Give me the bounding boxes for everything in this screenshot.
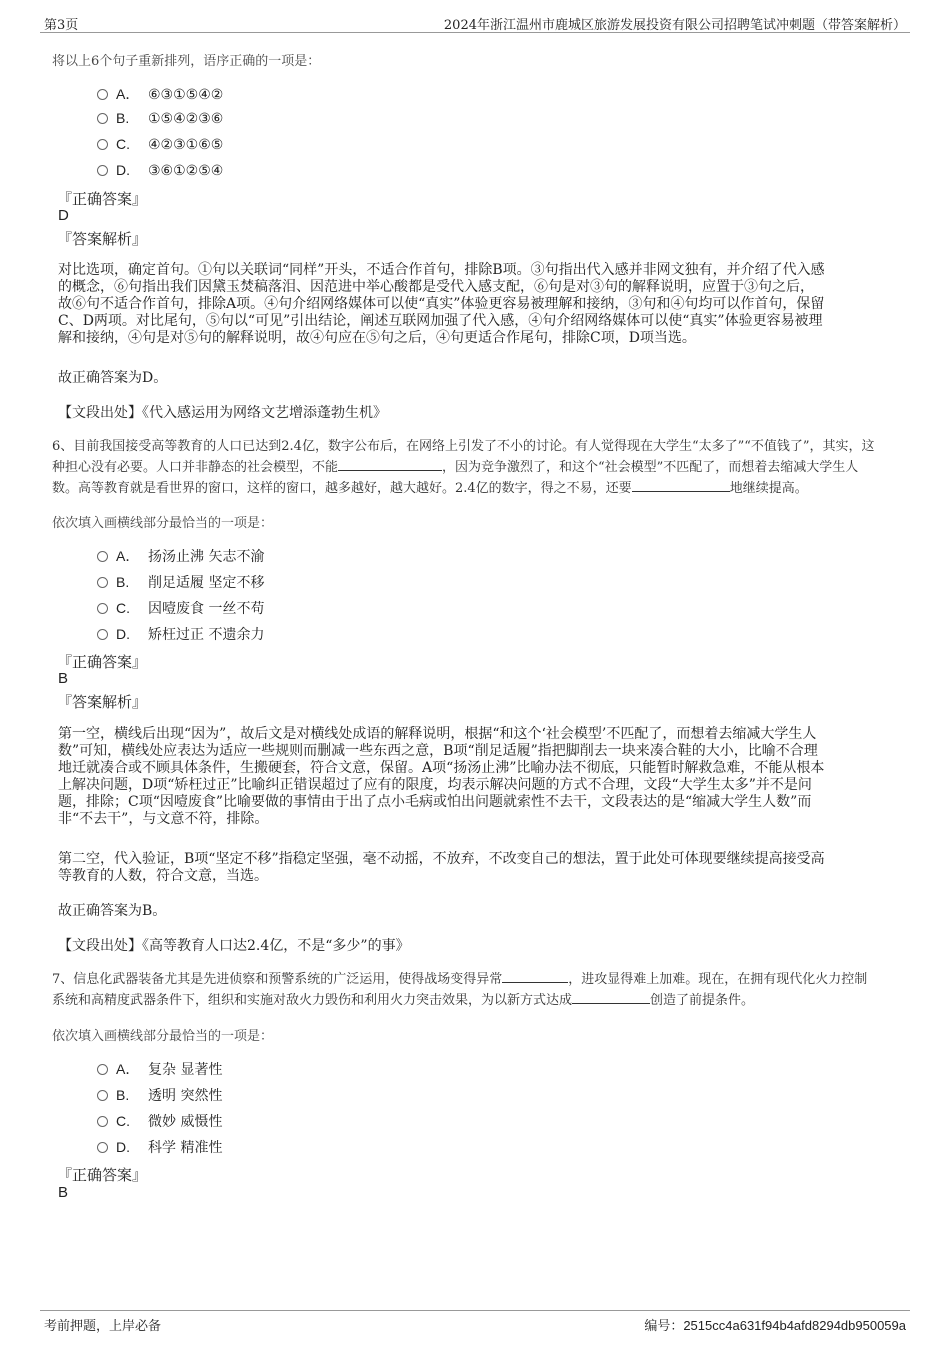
q5-option-d[interactable]: D. ③⑥①②⑤④	[97, 162, 223, 184]
radio-icon[interactable]	[97, 1090, 108, 1101]
page-header	[40, 12, 910, 33]
document-title: 2024年浙江温州市鹿城区旅游发展投资有限公司招聘笔试冲刺题（带答案解析）	[443, 18, 906, 33]
radio-icon[interactable]	[97, 165, 108, 176]
q6-option-a[interactable]: A． 扬汤止沸 矢志不渝	[97, 546, 264, 568]
q6-source: 【文段出处】《高等教育人口达2.4亿，不是“多少”的事》	[58, 938, 410, 954]
q6-conclusion: 故正确答案为B。	[58, 903, 167, 919]
q7-answer-label: 『正确答案』	[57, 1166, 148, 1184]
fill-blank	[502, 970, 568, 983]
q6-analysis-part2: 第二空，代入验证，B项“坚定不移”指稳定坚强，毫不动摇，不放弃，不改变自己的想法，置于此处可体现要继续提高接受高 等教育的人数，符合文意，当选。	[58, 851, 825, 884]
page-footer	[40, 1310, 910, 1335]
q6-stem: 6、目前我国接受高等教育的人口已达到2.4亿，数字公布后，在网络上引发了不小的讨论。有人觉得现在大学生“太多了”“不值钱了”，其实，这 种担心没有必要。人口并非静态的社会模型，不能 ，因为竞争激烈了，和这个“社会模型”不匹配了，而想着去缩减大学生人 数。高等教育就是看世界的窗口，这样的窗口，越多越好，越大越好。2.4亿的数字，得之不易，还要 地继续提高。	[52, 439, 875, 496]
radio-icon[interactable]	[97, 113, 108, 124]
q7-option-a[interactable]: A． 复杂 显著性	[97, 1059, 222, 1081]
q6-option-c[interactable]: C. 因噎废食 一丝不苟	[97, 598, 264, 620]
q5-option-b[interactable]: B. ①⑤④②③⑥	[97, 110, 223, 132]
page-number: 第3页	[44, 18, 79, 33]
radio-icon[interactable]	[97, 603, 108, 614]
fill-blank	[632, 479, 730, 492]
q6-answer: B	[58, 670, 69, 687]
fill-blank	[572, 991, 650, 1004]
q5-option-a[interactable]: A． ⑥③①⑤④②	[97, 84, 223, 106]
q5-analysis-label: 『答案解析』	[57, 230, 148, 248]
radio-icon[interactable]	[97, 1116, 108, 1127]
q6-option-d[interactable]: D. 矫枉过正 不遗余力	[97, 624, 264, 646]
footer-slogan: 考前押题，上岸必备	[44, 1319, 162, 1334]
q7-stem: 7、信息化武器装备尤其是先进侦察和预警系统的广泛运用，使得战场变得异常 ，进攻显得难上加难。现在，在拥有现代化火力控制 系统和高精度武器条件下，组织和实施对敌火力毁伤和利用火力突击效果，为以新方式达成 创造了前提条件。	[52, 972, 868, 1008]
radio-icon[interactable]	[97, 1142, 108, 1153]
radio-icon[interactable]	[97, 139, 108, 150]
q6-analysis-part1: 第一空，横线后出现“因为”，故后文是对横线处成语的解释说明，根据“和这个‘社会模型’不匹配了，而想着去缩减大学生人 数”可知，横线处应表达为适应一些规则而删减一些东西之意，B项“削足适履”指把脚削去一块来凑合鞋的大小，比喻不合理 地迁就凑合或不顾具体条件，生搬硬套，符合文意，保留。A项“扬汤止沸”比喻办法不彻底，只能暂时解救急难，不能从根本 上解决问题，D项“矫枉过正”比喻纠正错误超过了应有的限度，均表示解决问题的方式不合理，文段“大学生太多”并不是问 题，排除；C项“因噎废食”比喻要做的事情由于出了点小毛病或怕出问题就索性不去干，文段表达的是“缩减大学生人数”而 非“不去干”，与文意不符，排除。	[58, 726, 825, 827]
q6-option-b[interactable]: B. 削足适履 坚定不移	[97, 572, 264, 594]
radio-icon[interactable]	[97, 629, 108, 640]
q7-prompt: 依次填入画横线部分最恰当的一项是：	[52, 1029, 274, 1044]
document-code: 编号：2515cc4a631f94b4afd8294db950059a	[644, 1318, 906, 1333]
q7-option-c[interactable]: C. 微妙 威慑性	[97, 1111, 222, 1133]
radio-icon[interactable]	[97, 577, 108, 588]
q5-option-c[interactable]: C. ④②③①⑥⑤	[97, 136, 223, 158]
q6-answer-label: 『正确答案』	[57, 653, 148, 671]
q5-source: 【文段出处】《代入感运用为网络文艺增添蓬勃生机》	[58, 405, 387, 421]
radio-icon[interactable]	[97, 1064, 108, 1075]
q6-analysis-label: 『答案解析』	[57, 693, 148, 711]
q5-answer: D	[58, 207, 69, 224]
radio-icon[interactable]	[97, 551, 108, 562]
q5-analysis: 对比选项，确定首句。①句以关联词“同样”开头，不适合作首句，排除B项。③句指出代入感并非网文独有，并介绍了代入感 的概念，⑥句指出我们因黛玉焚稿落泪、因范进中举心酸都是受代入感支配，⑥句是对③句的解释说明，应置于③句之后， 故⑥句不适合作首句，排除A项。④句介绍网络媒体可以使“真实”体验更容易被理解和接纳，③句和④句均可以作首句，保留 C、D两项。对比尾句，⑤句以“可见”引出结论，阐述互联网加强了代入感，④句介绍网络媒体可以使“真实”体验更容易被理 解和接纳，④句是对⑤句的解释说明，故④句应在⑤句之后，④句更适合作尾句，排除C项，D项当选。	[58, 262, 825, 346]
fill-blank	[338, 458, 442, 471]
q7-answer: B	[58, 1184, 69, 1201]
q7-option-d[interactable]: D. 科学 精准性	[97, 1137, 222, 1159]
q6-prompt: 依次填入画横线部分最恰当的一项是：	[52, 516, 274, 531]
radio-icon[interactable]	[97, 89, 108, 100]
q5-prompt: 将以上6个句子重新排列，语序正确的一项是：	[52, 54, 321, 69]
q7-option-b[interactable]: B. 透明 突然性	[97, 1085, 222, 1107]
q5-answer-label: 『正确答案』	[57, 190, 148, 208]
q5-conclusion: 故正确答案为D。	[58, 370, 168, 386]
